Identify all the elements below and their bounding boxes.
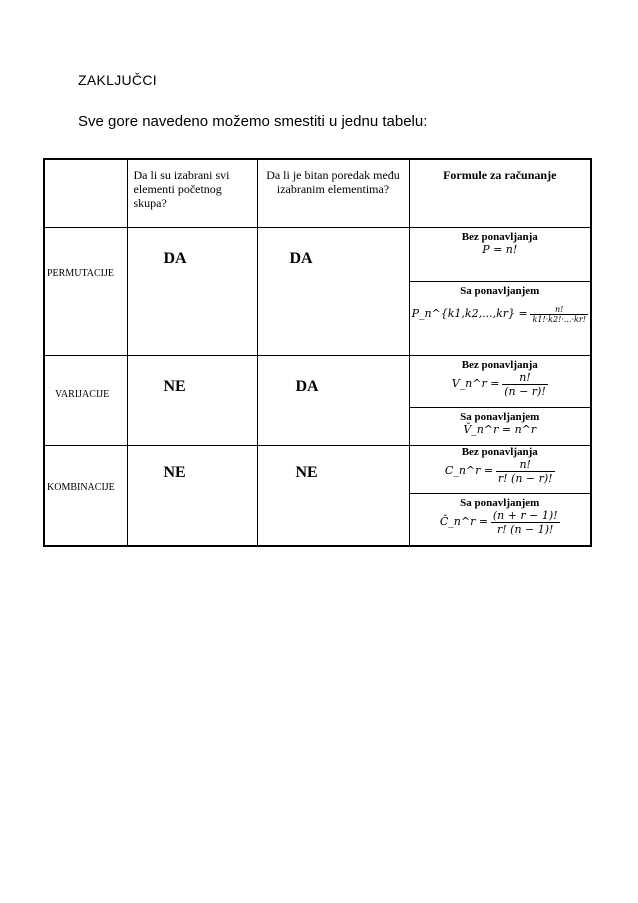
kombinacije-without-repetition	[409, 445, 591, 493]
fraction-numerator: n!	[502, 371, 548, 385]
varijacije-without-rep-title: Bez ponavljanja	[461, 358, 538, 371]
header-order-matters: Da li je bitan poredak među izabranim elementima?	[257, 159, 409, 227]
kombinacije-without-rep-lhs: C_n^r =	[444, 463, 494, 477]
kombinacije-with-rep-title: Sa ponavljanjem	[460, 496, 540, 509]
varijacije-with-repetition	[409, 407, 591, 445]
header-empty-cell	[44, 159, 127, 227]
permutacije-without-repetition	[409, 227, 591, 281]
permutacije-order-matters: DA	[257, 227, 409, 355]
permutacije-with-rep-fraction	[530, 305, 587, 324]
varijacije-without-rep-lhs: V_n^r =	[451, 376, 500, 390]
fraction-numerator: (n + r − 1)!	[492, 508, 558, 522]
varijacije-with-rep-title: Sa ponavljanjem	[460, 410, 540, 423]
kombinacije-with-rep-lhs: C̄_n^r =	[439, 514, 489, 528]
fraction-denominator: (n − r)!	[504, 384, 546, 398]
fraction-denominator: r! (n − r)!	[497, 471, 553, 485]
row-label-varijacije: VARIJACIJE	[44, 355, 127, 445]
section-heading: ZAKLJUČCI	[78, 72, 157, 88]
fraction-denominator: r! (n − 1)!	[496, 522, 554, 536]
permutacije-all-elements: DA	[127, 227, 257, 355]
table-row-varijacije	[44, 355, 591, 407]
intro-text: Sve gore navedeno možemo smestiti u jednu tabelu:	[78, 113, 428, 130]
varijacije-all-elements: NE	[127, 355, 257, 445]
fraction-denominator: k1!·k2!·...·kr!	[532, 314, 586, 324]
row-label-permutacije: PERMUTACIJE	[44, 227, 127, 355]
kombinacije-with-repetition	[409, 493, 591, 546]
kombinacije-order-matters: NE	[257, 445, 409, 546]
table-row-permutacije	[44, 227, 591, 281]
kombinacije-without-rep-fraction	[496, 458, 555, 485]
row-label-kombinacije: KOMBINACIJE	[44, 445, 127, 546]
varijacije-without-repetition	[409, 355, 591, 407]
header-all-elements: Da li su izabrani svi elementi početnog skupa?	[127, 159, 257, 227]
fraction-numerator: n!	[530, 305, 587, 315]
varijacije-with-rep-formula: V̄_n^r = n^r	[463, 422, 537, 436]
kombinacije-without-rep-title: Bez ponavljanja	[461, 445, 538, 458]
fraction-numerator: n!	[496, 458, 555, 472]
permutacije-with-rep-lhs: P_n^{k1,k2,...,kr} =	[411, 306, 528, 320]
kombinacije-all-elements: NE	[127, 445, 257, 546]
table-row-kombinacije	[44, 445, 591, 493]
permutacije-without-rep-formula: P = n!	[482, 242, 518, 256]
kombinacije-with-rep-fraction	[491, 509, 560, 536]
summary-table	[43, 158, 592, 547]
varijacije-without-rep-fraction	[502, 371, 548, 398]
varijacije-order-matters: DA	[257, 355, 409, 445]
header-formulas: Formule za računanje	[409, 159, 591, 227]
permutacije-with-repetition	[409, 281, 591, 355]
permutacije-without-rep-title: Bez ponavljanja	[461, 230, 538, 243]
table-header-row	[44, 159, 591, 227]
permutacije-with-rep-title: Sa ponavljanjem	[460, 284, 540, 297]
